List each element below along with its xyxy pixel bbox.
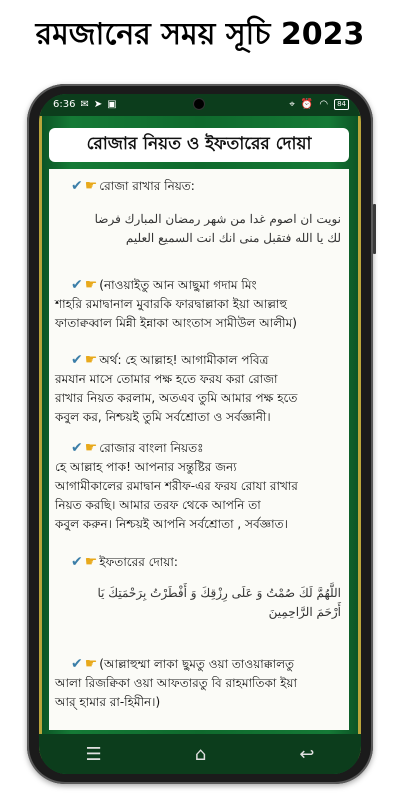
text-line: ফাতাক্বব্বাল মিন্নী ইন্নাকা আংতাস সামীউল আলীম) xyxy=(55,316,297,330)
section-iftar-transliteration xyxy=(49,655,349,712)
arabic-line: اللَّهُمَّ لَكَ صُمْتُ وَ عَلَى رِزْقِكَ وَ أَفْطَرْتُ بِرَحْمَتِكَ يَا xyxy=(97,586,341,600)
section-heading: (নাওয়াইতু আন আছুমা গদাম মিং xyxy=(99,278,257,292)
arabic-line: أَرْحَمَ الرَّاحِمِينَ xyxy=(268,605,341,619)
phone-frame xyxy=(27,84,373,784)
back-button[interactable]: ↩ xyxy=(299,743,315,765)
page-title: রোজার নিয়ত ও ইফতারের দোয়া xyxy=(49,128,349,162)
text-line: রাখার নিয়ত করলাম, অতএব তুমি আমার পক্ষ হতে xyxy=(55,391,298,405)
sim-icon: ▣ xyxy=(107,99,117,110)
section-fasting-intention xyxy=(49,177,349,248)
check-mark-icon: ✔ xyxy=(71,656,83,672)
navigation-bar xyxy=(39,734,361,774)
notification-icon: ✉ xyxy=(80,99,89,110)
power-button xyxy=(373,204,376,254)
arabic-line: نويت ان اصوم غدا من شهر رمضان المبارك فرضا xyxy=(94,212,341,226)
section-heading: (আল্লাহুম্মা লাকা ছুমতু ওয়া তাওয়াক্কালতু xyxy=(99,657,295,671)
home-button[interactable]: ⌂ xyxy=(194,743,207,765)
screen xyxy=(39,94,361,774)
status-bar xyxy=(39,94,361,116)
gold-stripe-left xyxy=(39,94,42,774)
promo-title: রমজানের সময় সূচি 2023 xyxy=(35,17,365,52)
section-transliteration xyxy=(49,276,349,333)
text-line: আলা রিজক্বিকা ওয়া আফতারতু বি রাহমাতিকা ইয়া xyxy=(55,676,297,690)
location-icon: ⌖ xyxy=(289,99,295,110)
front-camera xyxy=(194,99,204,109)
alarm-icon: ⏰ xyxy=(300,99,314,110)
section-heading: অর্থ: হে আল্লাহ! আগামীকাল পবিত্র xyxy=(99,353,269,367)
section-heading: রোজা রাখার নিয়ত: xyxy=(99,179,195,193)
wifi-icon: ◠ xyxy=(319,99,329,110)
check-mark-icon: ✔ xyxy=(71,178,83,194)
section-heading: রোজার বাংলা নিয়তঃ xyxy=(99,441,204,455)
gold-stripe-right xyxy=(358,94,361,774)
pointing-hand-icon: ☛ xyxy=(84,656,98,672)
pointing-hand-icon: ☛ xyxy=(84,352,98,368)
section-bangla-intention xyxy=(49,439,349,534)
text-line: আর্ হামার রা-হিমীন।) xyxy=(55,695,161,709)
text-line: কবুল করুন। নিশ্চয়ই আপনি সর্বশ্রোতা , সর্বজ্ঞাত। xyxy=(55,517,288,531)
text-line: শাহরি রমাদ্বানাল মুবারকি ফারদ্বাল্লাকা ইয়া আল্লাহু xyxy=(55,297,287,311)
text-line: রমযান মাসে তোমার পক্ষ হতে ফরয করা রোজা xyxy=(55,372,278,386)
arabic-line: لك يا الله فتقبل منى انك انت السميع العليم xyxy=(125,231,341,245)
text-line: আগামীকালের রমাদ্বান শরীফ-এর ফরয রোযা রাখার xyxy=(55,479,298,493)
send-icon: ➤ xyxy=(93,99,103,110)
text-line: নিয়ত করছি। আমার তরফ থেকে আপনি তা xyxy=(55,498,261,512)
check-mark-icon: ✔ xyxy=(71,277,83,293)
section-meaning xyxy=(49,351,349,427)
section-iftar-dua xyxy=(49,553,349,622)
pointing-hand-icon: ☛ xyxy=(84,554,98,570)
pointing-hand-icon: ☛ xyxy=(84,277,98,293)
check-mark-icon: ✔ xyxy=(71,352,83,368)
text-line: হে আল্লাহ পাক! আপনার সন্তুষ্টির জন্য xyxy=(55,460,237,474)
content-card[interactable] xyxy=(49,169,349,730)
text-line: কবুল কর, নিশ্চয়ই তুমি সর্বশ্রোতা ও সর্বজ্ঞানী। xyxy=(55,410,271,424)
section-heading: ইফতারের দোয়া: xyxy=(99,555,178,569)
check-mark-icon: ✔ xyxy=(71,554,83,570)
pointing-hand-icon: ☛ xyxy=(84,440,98,456)
recent-apps-button[interactable]: ☰ xyxy=(85,743,102,765)
status-time: 6:36 xyxy=(53,99,76,110)
battery-icon: 84 xyxy=(334,99,349,110)
check-mark-icon: ✔ xyxy=(71,440,83,456)
pointing-hand-icon: ☛ xyxy=(84,178,98,194)
